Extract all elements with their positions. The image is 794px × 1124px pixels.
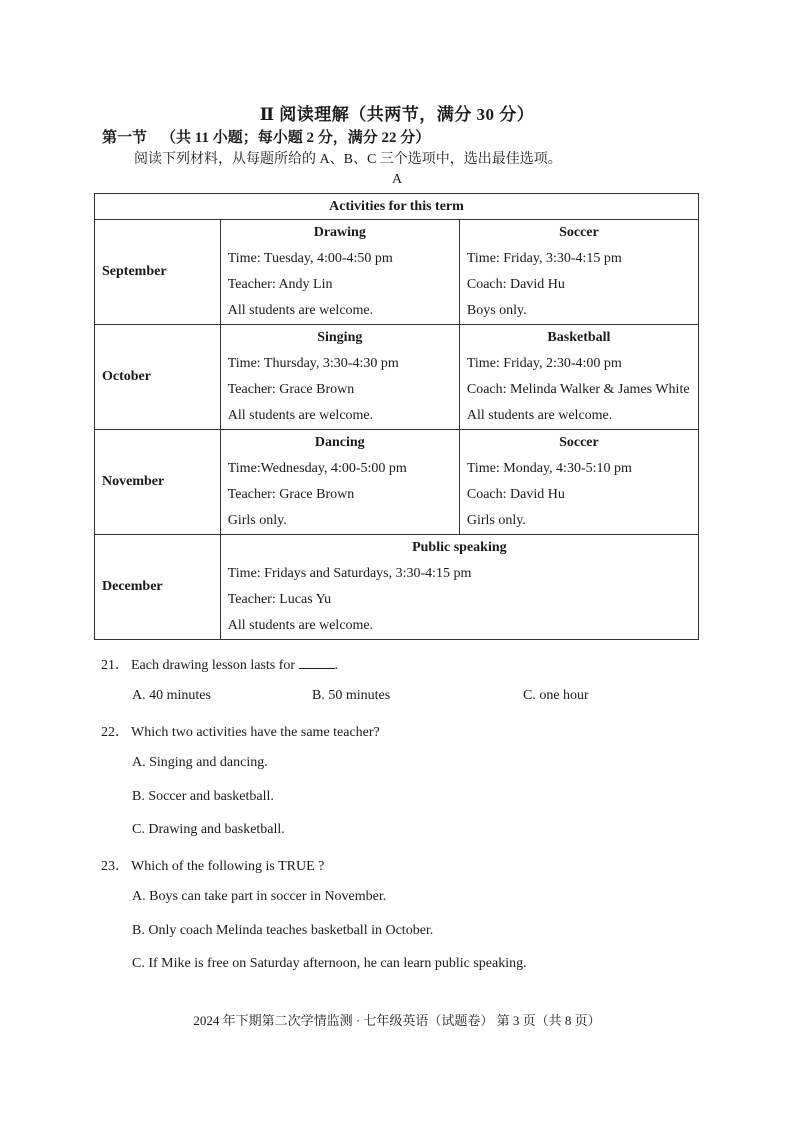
table-row <box>95 325 699 430</box>
activity-name: Singing <box>317 330 363 345</box>
activity-time: Time: Monday, 4:30-5:10 pm <box>466 461 632 476</box>
section-heading <box>102 126 430 147</box>
activity-cell <box>459 430 698 535</box>
activity-teacher: Coach: Melinda Walker & James White <box>466 382 690 397</box>
section-info: （共 11 小题；每小题 2 分，满分 22 分） <box>161 130 431 146</box>
section-label: 第一节 <box>102 130 148 146</box>
activity-time: Time: Friday, 3:30-4:15 pm <box>466 251 622 266</box>
question-text-end: . <box>334 658 339 673</box>
question-stem <box>101 654 338 674</box>
activity-time: Time: Tuesday, 4:00-4:50 pm <box>227 251 393 266</box>
question-number: 21． <box>101 658 129 673</box>
activities-table <box>94 193 699 640</box>
activity-note: All students are welcome. <box>227 618 374 633</box>
section-title: Ⅱ 阅读理解（共两节，满分 30 分） <box>259 105 535 124</box>
activity-name: Public speaking <box>412 540 507 555</box>
question-stem <box>101 721 380 741</box>
page-footer: 2024 年下期第二次学情监测 · 七年级英语（试题卷） 第 3 页（共 8 页） <box>193 1013 601 1028</box>
option-b: B. Only coach Melinda teaches basketball in October. <box>132 923 434 938</box>
activity-teacher: Coach: David Hu <box>466 277 565 292</box>
activity-cell <box>220 430 459 535</box>
activity-teacher: Teacher: Grace Brown <box>227 487 355 502</box>
activity-teacher: Teacher: Andy Lin <box>227 277 333 292</box>
answer-blank <box>299 656 335 669</box>
table-row <box>95 535 699 640</box>
option-c: C. Drawing and basketball. <box>132 822 285 837</box>
activity-cell <box>459 325 698 430</box>
activity-note: All students are welcome. <box>466 408 613 423</box>
activity-name: Basketball <box>547 330 611 345</box>
activity-time: Time: Friday, 2:30-4:00 pm <box>466 356 622 371</box>
activity-name: Soccer <box>559 225 599 240</box>
instruction-text: 阅读下列材料，从每题所给的 A、B、C 三个选项中，选出最佳选项。 <box>134 152 562 167</box>
activity-note: Girls only. <box>466 513 526 528</box>
activity-teacher: Coach: David Hu <box>466 487 565 502</box>
activity-note: Boys only. <box>466 303 527 318</box>
activity-time: Time: Thursday, 3:30-4:30 pm <box>227 356 399 371</box>
activity-name: Dancing <box>314 435 365 450</box>
question-text: Each drawing lesson lasts for <box>131 658 296 673</box>
option-c: C. one hour <box>523 688 589 703</box>
activity-time: Time: Fridays and Saturdays, 3:30-4:15 pm <box>227 566 472 581</box>
table-title: Activities for this term <box>95 194 699 220</box>
activity-time: Time:Wednesday, 4:00-5:00 pm <box>227 461 407 476</box>
question-text: Which of the following is TRUE ? <box>131 859 325 874</box>
table-row <box>95 430 699 535</box>
option-b: B. Soccer and basketball. <box>132 789 274 804</box>
option-b: B. 50 minutes <box>312 688 391 703</box>
month-cell: September <box>95 220 221 325</box>
activity-teacher: Teacher: Grace Brown <box>227 382 355 397</box>
passage-label: A <box>391 172 403 187</box>
activity-cell <box>459 220 698 325</box>
table-row <box>95 220 699 325</box>
option-c: C. If Mike is free on Saturday afternoon, he can learn public speaking. <box>132 956 527 971</box>
activity-note: All students are welcome. <box>227 408 374 423</box>
activity-cell <box>220 535 698 640</box>
option-a: A. 40 minutes <box>132 688 211 703</box>
question-number: 22． <box>101 725 129 740</box>
question-stem <box>101 855 324 875</box>
activity-name: Soccer <box>559 435 599 450</box>
option-a: A. Singing and dancing. <box>132 755 268 770</box>
question-number: 23． <box>101 859 129 874</box>
option-a: A. Boys can take part in soccer in November. <box>132 889 387 904</box>
month-cell: November <box>95 430 221 535</box>
activity-name: Drawing <box>313 225 366 240</box>
activity-teacher: Teacher: Lucas Yu <box>227 592 332 607</box>
activity-note: All students are welcome. <box>227 303 374 318</box>
question-text: Which two activities have the same teacher? <box>131 725 380 740</box>
activity-note: Girls only. <box>227 513 287 528</box>
activity-cell <box>220 325 459 430</box>
month-cell: October <box>95 325 221 430</box>
month-cell: December <box>95 535 221 640</box>
activity-cell <box>220 220 459 325</box>
